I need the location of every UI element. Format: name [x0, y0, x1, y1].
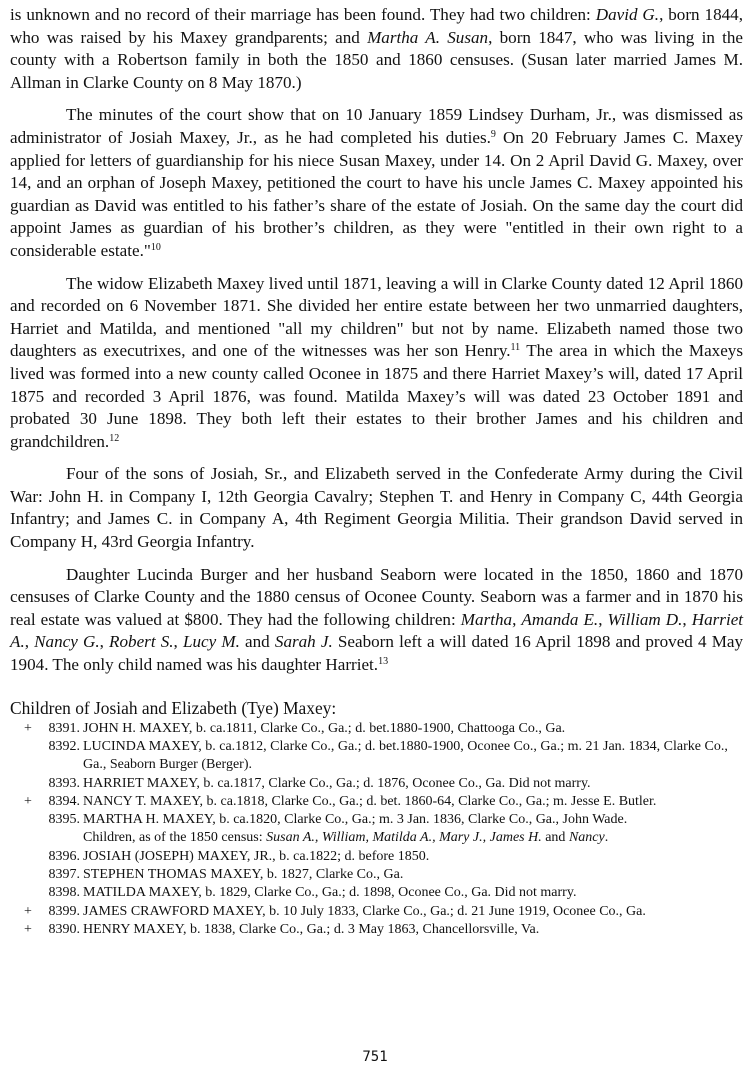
paragraph-4 [10, 463, 743, 553]
entry-number: 8397. [48, 867, 80, 882]
entry-text: HARRIET MAXEY, b. ca.1817, Clarke Co., Ga.; d. 1876, Oconee Co., Ga. Did not marry. [83, 775, 591, 791]
italic-name: William D. [607, 609, 683, 629]
italic-name: Lucy M. [182, 632, 240, 652]
entry-number: 8393. [48, 775, 80, 791]
footnote-ref: 9 [490, 128, 496, 140]
text-run: The widow Elizabeth Maxey lived until 1871, leaving a will in Clarke County dated 12 April 1860 and recorded on 6 November 1871. She divided her entire estate between her two unmarried daughters, Harriet and Matilda, and mentioned "all my children" but not by name. Elizabeth named those two daughters as executrixes, and one of the witnesses was her son Henry. [10, 273, 743, 361]
text-run: Children, as of the 1850 census: [83, 830, 267, 846]
entry-text: JOHN H. MAXEY, b. ca.1811, Clarke Co., Ga.; d. bet.1880-1900, Chattooga Co., Ga. [83, 720, 566, 736]
italic-name: Nancy [568, 830, 605, 846]
descendant-marker: + [24, 921, 32, 937]
document-page [10, 4, 743, 939]
italic-name: Sarah J. [274, 632, 333, 652]
text-run: On 20 February James C. Maxey applied for letters of guardianship for his niece Susan Maxey, under 14. On 2 April David G. Maxey, over 14, and an orphan of Joseph Maxey, petitioned the court to have his uncle James C. Maxey appointed his guardian as David was entitled to his father’s share of the estate of Josiah. On the same day the court did appoint James as guardian of his brother’s children, as they were "entitled in their own right to a considerable estate." [10, 127, 744, 260]
separator: , [512, 609, 522, 629]
descendant-marker: + [24, 720, 32, 736]
separator: and [239, 632, 275, 652]
italic-name: Martha A. Susan [367, 27, 489, 47]
entry-text: MARTHA H. MAXEY, b. ca.1820, Clarke Co., Ga.; m. 3 Jan. 1836, Clarke Co., Ga., John Wade. [83, 812, 628, 828]
separator: , [99, 632, 110, 652]
italic-name: David G. [595, 5, 660, 24]
entry-number: 8399. [48, 903, 80, 919]
entry-number: 8398. [48, 885, 80, 901]
list-item [10, 848, 743, 866]
text-run: Seaborn left a will dated 16 April 1898 and proved 4 May 1904. The only child named was his daughter Harriet. [10, 632, 744, 675]
footnote-ref: 12 [109, 432, 120, 444]
entry-text: HENRY MAXEY, b. 1838, Clarke Co., Ga.; d. 3 May 1863, Chancellorsville, Va. [83, 921, 540, 937]
paragraph-3 [10, 273, 743, 454]
text-run: , born 1847, who was living in the county with a Robertson family in both the 1850 and 1860 censuses. (Susan later married James M. Allman in Clarke County on 8 May 1870.) [10, 27, 743, 92]
footnote-ref: 13 [378, 656, 389, 668]
entry-text: LUCINDA MAXEY, b. ca.1812, Clarke Co., Ga.; d. bet.1880-1900, Oconee Co., Ga.; m. 21 Jan. 1834, Clarke Co., Ga., Seaborn Burger (Berger). [83, 738, 728, 773]
page-number: 751 [362, 1049, 388, 1065]
list-item [10, 720, 743, 738]
text-run: The area in which the Maxeys lived was formed into a new county called Oconee in 1875 and there Harriet Maxey’s will, dated 17 April 1875 and recorded 3 April 1876, was found. Matilda Maxey’s will was dated 23 October 1891 and probated 30 June 1898. They both left their estates to their brother James and his children and grandchildren. [10, 341, 743, 451]
separator: , [173, 632, 183, 652]
separator: and [541, 830, 569, 846]
children-list [10, 720, 743, 940]
separator: , [682, 609, 692, 629]
text-run: The minutes of the court show that on 10 January 1859 Lindsey Durham, Jr., was dismissed as administrator of Josiah Maxey, Jr., as he had completed his duties. [10, 105, 743, 147]
entry-text: JAMES CRAWFORD MAXEY, b. 10 July 1833, Clarke Co., Ga.; d. 21 June 1919, Oconee Co., Ga. [83, 903, 646, 919]
entry-children-note [83, 829, 743, 847]
italic-name: Nancy G. [34, 632, 100, 652]
list-item [10, 775, 743, 793]
italic-name: Susan A., William, Matilda A., Mary J., James H. [266, 830, 542, 846]
text-run: , born 1844, who was raised by his Maxey grandparents; and [10, 5, 743, 47]
children-heading: Children of Josiah and Elizabeth (Tye) Maxey: [10, 697, 337, 718]
entry-number: 8394. [48, 793, 80, 809]
footnote-ref: 10 [150, 241, 161, 253]
italic-name: Robert S. [109, 632, 174, 652]
descendant-marker: + [24, 793, 32, 809]
list-item [10, 793, 743, 811]
paragraph-5 [10, 564, 743, 677]
entry-text: NANCY T. MAXEY, b. ca.1818, Clarke Co., Ga.; d. bet. 1860-64, Clarke Co., Ga.; m. Jesse E. Butler. [83, 793, 657, 809]
paragraph-2 [10, 104, 743, 262]
list-item [10, 738, 743, 775]
list-item [10, 811, 743, 848]
text-run: is unknown and no record of their marriage has been found. They had two children: [10, 5, 596, 24]
text-run: Daughter Lucinda Burger and her husband Seaborn were located in the 1850, 1860 and 1870 censuses of Clarke County and the 1880 census of Oconee County. Seaborn was a farmer and in 1870 his real estate was valued at $800. They had the following children: [10, 564, 743, 629]
text-run: Four of the sons of Josiah, Sr., and Elizabeth served in the Confederate Army during the Civil War: John H. in Company I, 12th Georgia Cavalry; Stephen T. and Henry in Company C, 44th Georgia Infantry; and James C. in Company A, 4th Regiment Georgia Militia. Their grandson David served in Company H, 43rd Georgia Infantry. [10, 464, 743, 552]
list-item [10, 884, 743, 902]
entry-text: STEPHEN THOMAS MAXEY, b. 1827, Clarke Co., Ga. [83, 867, 404, 882]
entry-number: 8391. [48, 720, 80, 736]
paragraph-1 [10, 4, 743, 94]
entry-number: 8390. [48, 921, 80, 937]
entry-number: 8395. [48, 812, 80, 828]
list-item [10, 903, 743, 921]
descendant-marker: + [24, 903, 32, 919]
footnote-ref: 11 [510, 342, 521, 354]
italic-name: Martha [460, 609, 513, 629]
list-item [10, 921, 743, 939]
italic-name: Amanda E. [521, 609, 599, 629]
separator: . [604, 830, 609, 846]
entry-text: JOSIAH (JOSEPH) MAXEY, JR., b. ca.1822; d. before 1850. [83, 848, 430, 864]
entry-number: 8392. [48, 738, 80, 754]
separator: , [24, 632, 35, 652]
entry-number: 8396. [48, 848, 80, 864]
separator: , [598, 609, 608, 629]
list-item [10, 866, 743, 884]
italic-name: Harriet A. [10, 609, 744, 652]
entry-text: MATILDA MAXEY, b. 1829, Clarke Co., Ga.; d. 1898, Oconee Co., Ga. Did not marry. [83, 885, 577, 901]
